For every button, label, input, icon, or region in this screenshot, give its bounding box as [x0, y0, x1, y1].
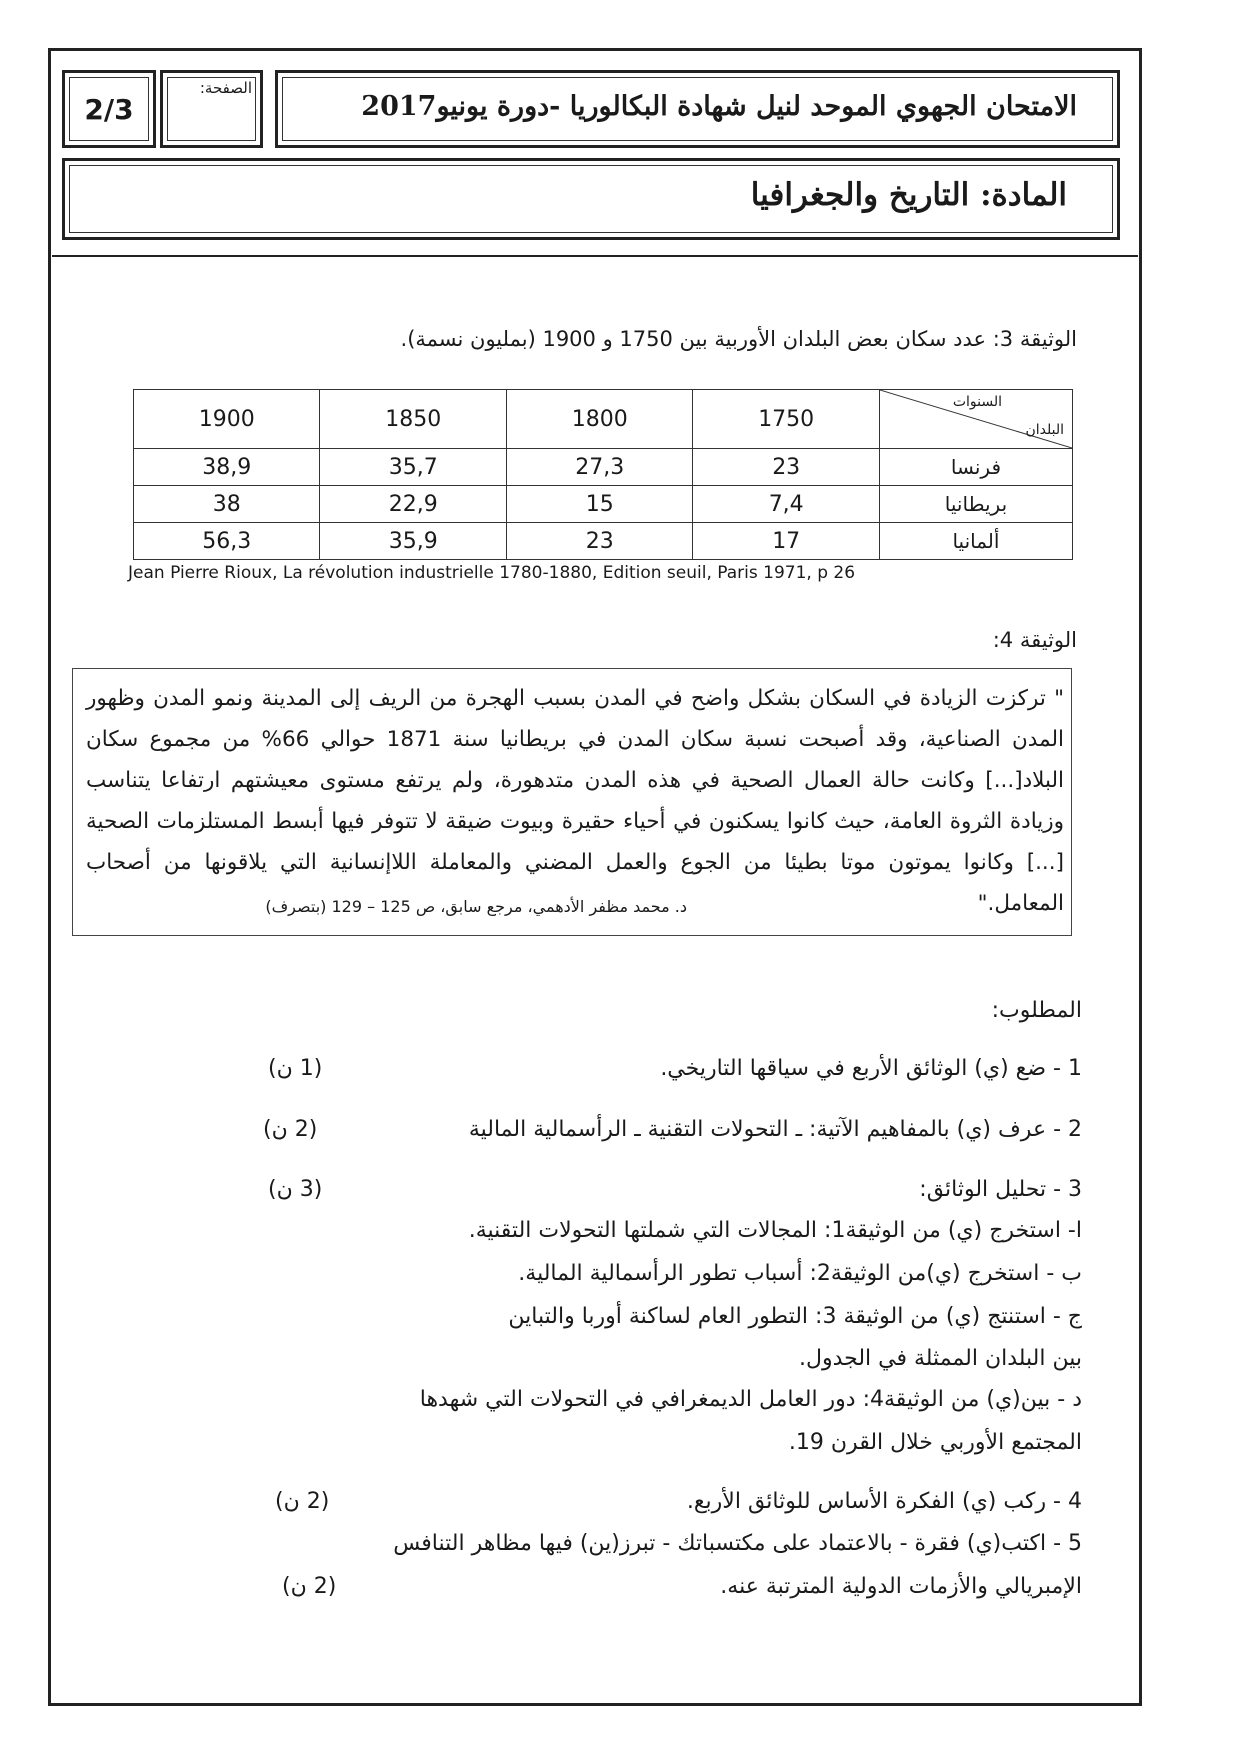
- question-3-points: (3 ن): [268, 1177, 323, 1202]
- question-5-line-1: 5 - اكتب(ي) فقرة - بالاعتماد على مكتسباتك - تبرز(ين) فيها مظاهر التنافس: [393, 1531, 1082, 1556]
- table-cell: 23: [693, 449, 879, 486]
- doc4-source: د. محمد مظفر الأدهمي، مرجع سابق، ص 125 – 129 (بتصرف): [265, 897, 687, 916]
- table-cell: 7,4: [693, 486, 879, 523]
- page-label: الصفحة:: [199, 79, 252, 97]
- population-table: [133, 389, 1073, 560]
- question-3: 3 - تحليل الوثائق:: [919, 1177, 1082, 1202]
- table-cell: 23: [506, 523, 692, 560]
- table-row: [134, 523, 1073, 560]
- doc3-source: Jean Pierre Rioux, La révolution industrielle 1780-1880, Edition seuil, Paris 1971, p 26: [128, 563, 856, 583]
- question-3d-line-1: د - بين(ي) من الوثيقة4: دور العامل الديمغرافي في التحولات التي شهدها: [419, 1387, 1082, 1412]
- question-5-points: (2 ن): [282, 1574, 337, 1599]
- table-cell: 17: [693, 523, 879, 560]
- year-header: 1750: [693, 390, 879, 449]
- question-1-points: (1 ن): [268, 1056, 323, 1081]
- corner-years-label: السنوات: [952, 394, 1002, 410]
- year-header: 1850: [320, 390, 506, 449]
- country-cell: ألمانيا: [879, 523, 1072, 560]
- question-2-points: (2 ن): [263, 1117, 318, 1142]
- table-cell: 15: [506, 486, 692, 523]
- question-3b: ب - استخرج (ي)من الوثيقة2: أسباب تطور الرأسمالية المالية.: [518, 1261, 1082, 1286]
- question-4-points: (2 ن): [275, 1489, 330, 1514]
- subject-title: المادة: التاريخ والجغرافيا: [750, 177, 1067, 213]
- page-number-box: [62, 70, 156, 148]
- table-cell: 35,7: [320, 449, 506, 486]
- country-cell: فرنسا: [879, 449, 1072, 486]
- table-cell: 22,9: [320, 486, 506, 523]
- tasks-heading: المطلوب:: [991, 998, 1082, 1023]
- year-header: 1800: [506, 390, 692, 449]
- question-2: 2 - عرف (ي) بالمفاهيم الآتية: ـ التحولات التقنية ـ الرأسمالية المالية: [468, 1117, 1082, 1142]
- table-row: [134, 486, 1073, 523]
- table-cell: 38,9: [134, 449, 320, 486]
- doc3-title: الوثيقة 3: عدد سكان بعض البلدان الأوربية بين 1750 و 1900 (بمليون نسمة).: [400, 327, 1077, 351]
- question-4: 4 - ركب (ي) الفكرة الأساس للوثائق الأربع.: [686, 1489, 1082, 1514]
- page-label-box: [160, 70, 263, 148]
- exam-title: الامتحان الجهوي الموحد لنيل شهادة البكالوريا -دورة يونيو2017: [361, 91, 1077, 122]
- question-3d-line-2: المجتمع الأوربي خلال القرن 19.: [788, 1430, 1082, 1455]
- question-1: 1 - ضع (ي) الوثائق الأربع في سياقها التاريخي.: [660, 1056, 1082, 1081]
- question-5-line-2: الإمبريالي والأزمات الدولية المترتبة عنه.: [720, 1574, 1082, 1599]
- table-cell: 27,3: [506, 449, 692, 486]
- table-row: [134, 449, 1073, 486]
- page-number: 2/3: [84, 93, 134, 126]
- doc4-title: الوثيقة 4:: [992, 628, 1077, 652]
- doc4-quote-text: " تركزت الزيادة في السكان بشكل واضح في المدن بسبب الهجرة من الريف إلى المدينة ونمو المدن وظهور المدن الصناعية، وقد أصبحت نسبة سكان المدن في بريطانيا سنة 1871 حوالي 66% من مجموع سكان البلاد[...] وكانت حالة العمال الصحية في هذه المدن متدهورة، ولم يرتفع مستوى معيشتهم ارتفاعا يتناسب وزيادة الثروة العامة، حيث كانوا يسكنون في أحياء حقيرة وبيوت ضيقة لا تتوفر فيها أبسط المستلزمات الصحية [...] وكانوا يموتون موتا بطيئا من الجوع والعمل المضني والمعاملة اللاإنسانية التي يلاقونها من أصحاب المعامل.": [86, 686, 1064, 916]
- corner-countries-label: البلدان: [1025, 422, 1064, 438]
- question-3a: ا- استخرج (ي) من الوثيقة1: المجالات التي شملتها التحولات التقنية.: [468, 1218, 1082, 1243]
- corner-header: [879, 390, 1072, 449]
- table-cell: 56,3: [134, 523, 320, 560]
- year-header: 1900: [134, 390, 320, 449]
- table-cell: 38: [134, 486, 320, 523]
- exam-title-box: [275, 70, 1120, 148]
- question-3c-line-2: بين البلدان الممثلة في الجدول.: [798, 1346, 1082, 1371]
- table-cell: 35,9: [320, 523, 506, 560]
- country-cell: بريطانيا: [879, 486, 1072, 523]
- subject-box: [62, 158, 1120, 240]
- question-3c-line-1: ج - استنتج (ي) من الوثيقة 3: التطور العام لساكنة أوربا والتباين: [508, 1304, 1082, 1329]
- table-header-row: [134, 390, 1073, 449]
- header-divider: [52, 255, 1138, 257]
